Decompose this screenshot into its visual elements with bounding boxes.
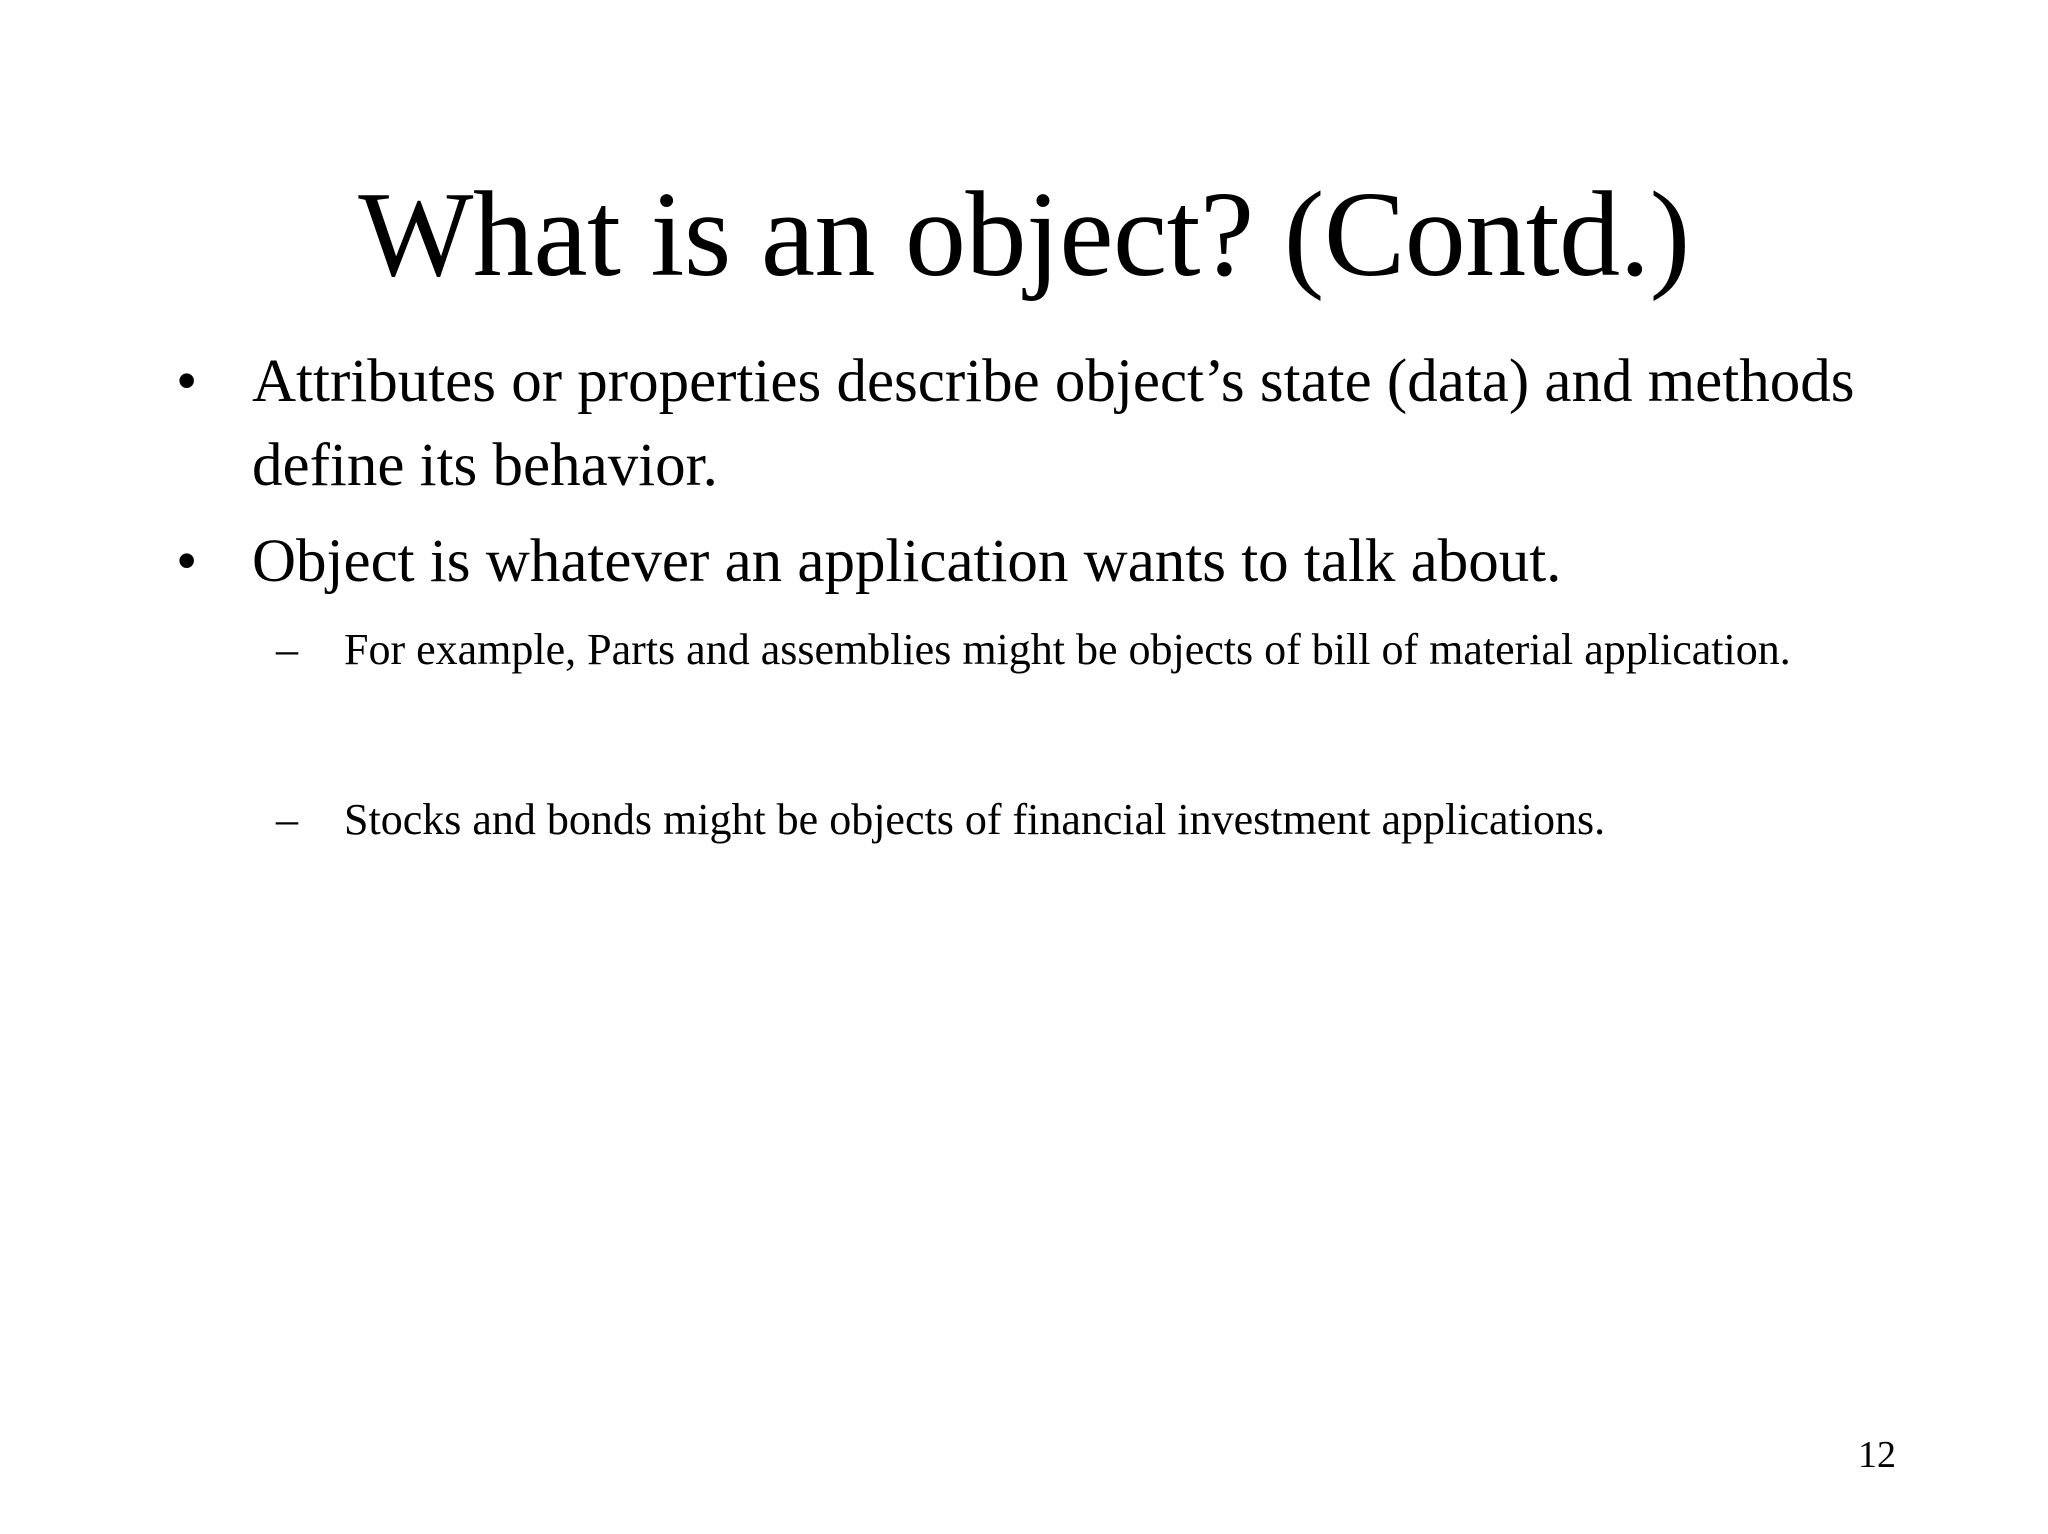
bullet-item [176,520,1876,610]
sub-bullet-text: For example, Parts and assemblies might be objects of bill of material application. [344,625,1791,674]
page-number: 12 [1858,1434,1896,1476]
sub-bullet-marker: – [276,625,298,674]
bullet-marker: • [176,348,198,415]
slide-title: What is an object? (Contd.) [358,167,1690,302]
bullet-text: Attributes or properties describe object’s state (data) and methods define its behavior. [252,348,1855,499]
bullet-text: Object is whatever an application wants to talk about. [252,528,1562,595]
sub-bullet-item [276,620,1876,740]
sub-bullet-text: Stocks and bonds might be objects of financial investment applications. [344,795,1606,844]
bullet-marker: • [176,528,198,595]
bullet-item [176,340,1876,510]
sub-bullet-item [276,790,1876,850]
sub-bullet-marker: – [276,795,298,844]
